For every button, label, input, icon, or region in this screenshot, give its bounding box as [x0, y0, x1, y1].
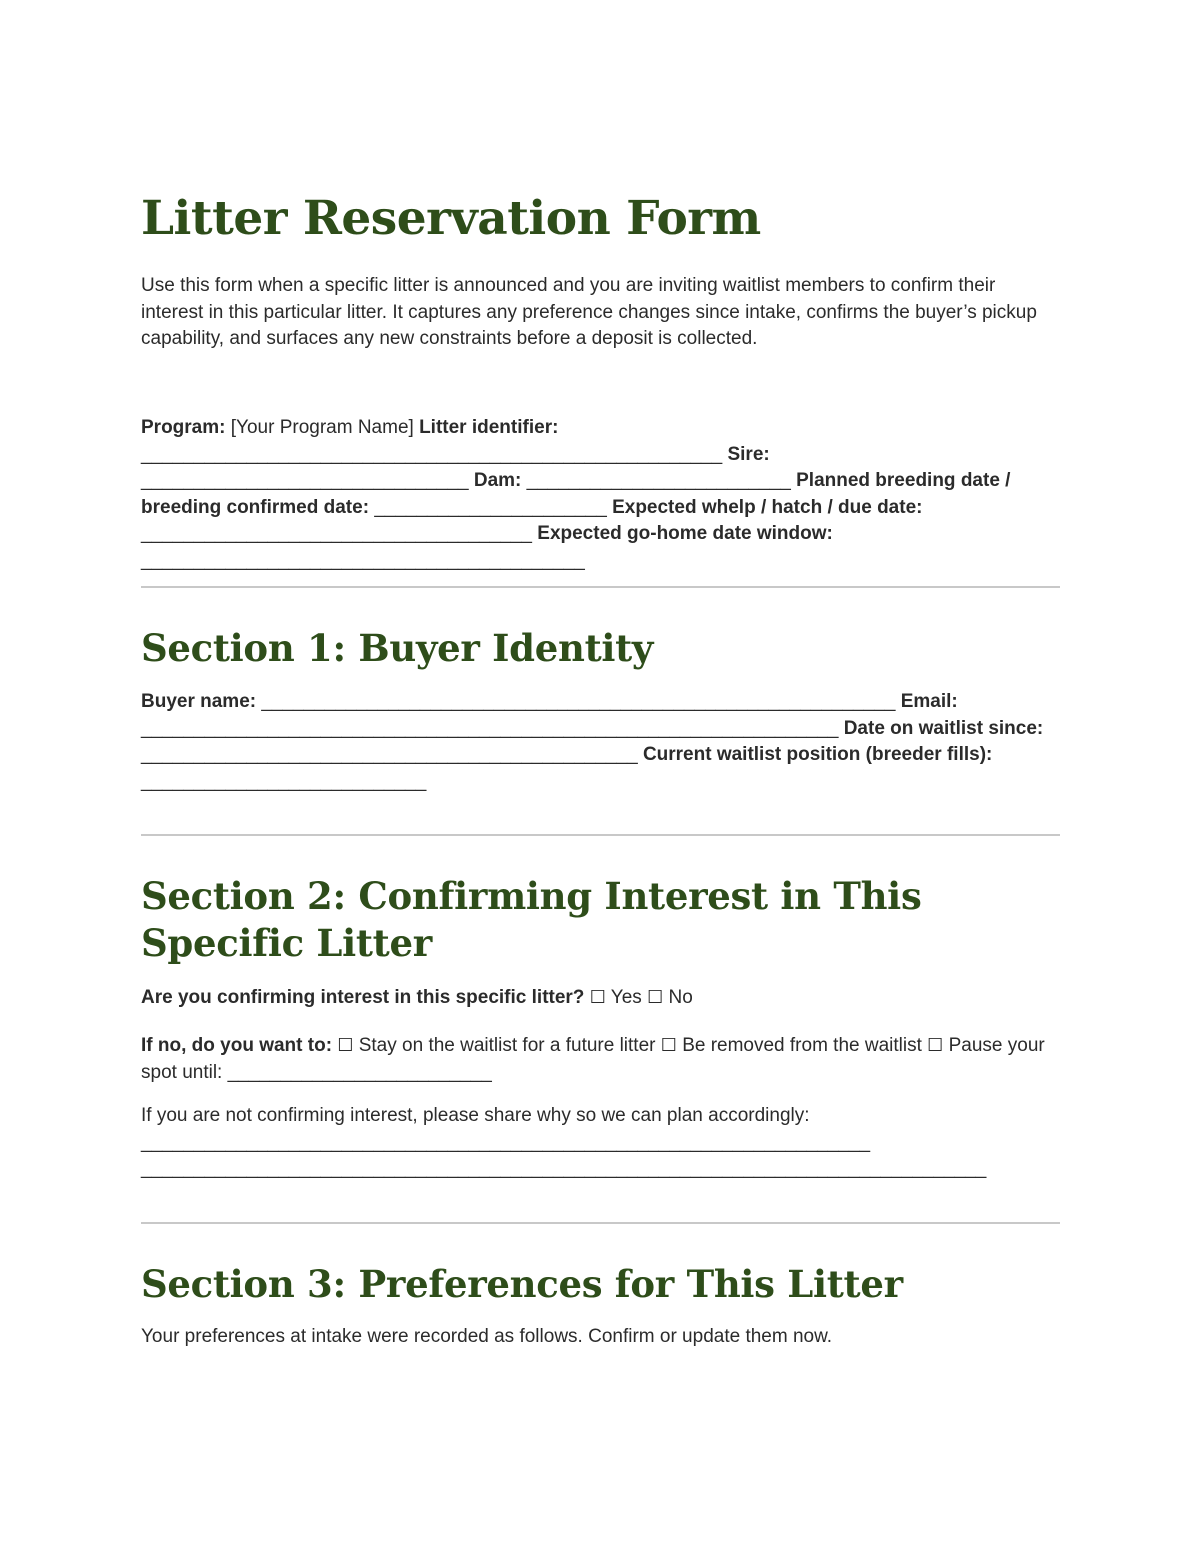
section-divider: [141, 834, 1060, 836]
program-label: Program:: [141, 417, 226, 438]
sire-field[interactable]: _______________________________: [141, 470, 469, 491]
remove-option-label: Be removed from the waitlist: [682, 1035, 922, 1056]
pause-option-label: Pause your spot until:: [141, 1035, 1045, 1083]
preferences-intro: Your preferences at intake were recorded as follows. Confirm or update them now.: [141, 1326, 833, 1347]
section-divider: [141, 1222, 1060, 1224]
buyer-identity-fields: [141, 689, 1056, 795]
no-label: No: [668, 987, 693, 1008]
waitlist-since-label: Date on waitlist since:: [843, 717, 1044, 739]
stay-checkbox[interactable]: ☐: [337, 1035, 354, 1056]
reason-prompt: If you are not confirming interest, please share why so we can plan accordingly:: [141, 1105, 810, 1126]
breeding-date-field[interactable]: ______________________: [374, 496, 607, 518]
buyer-name-field[interactable]: ____________________________________________________________: [261, 691, 896, 712]
waitlist-position-label: Current waitlist position (breeder fills):: [642, 744, 993, 765]
go-home-window-field[interactable]: __________________________________________: [141, 549, 585, 571]
dam-label: Dam:: [473, 470, 522, 491]
if-no-options: [141, 1033, 1056, 1086]
breeding-date-label: Planned breeding date / breeding confirmed date:: [141, 470, 1011, 518]
confirm-interest-row: [141, 985, 1056, 1012]
litter-identifier-field[interactable]: _______________________________________________________: [141, 443, 723, 465]
pause-until-field[interactable]: _________________________: [227, 1061, 492, 1083]
reason-field-line-1[interactable]: _____________________________________________________________________: [141, 1131, 871, 1153]
waitlist-since-field[interactable]: _______________________________________________: [141, 744, 638, 765]
section-1-heading: Section 1: Buyer Identity: [141, 626, 654, 670]
buyer-name-label: Buyer name:: [141, 691, 257, 712]
yes-checkbox[interactable]: ☐: [589, 987, 606, 1008]
program-value[interactable]: [Your Program Name]: [230, 417, 414, 438]
reason-block: [141, 1103, 1056, 1183]
yes-label: Yes: [610, 987, 642, 1008]
stay-option-label: Stay on the waitlist for a future litter: [358, 1035, 656, 1056]
section-3-heading: Section 3: Preferences for This Litter: [141, 1262, 903, 1306]
litter-identifier-label: Litter identifier:: [419, 417, 559, 438]
pause-checkbox[interactable]: ☐: [927, 1035, 944, 1056]
if-no-label: If no, do you want to:: [141, 1035, 333, 1056]
sire-label: Sire:: [727, 443, 770, 465]
waitlist-position-field[interactable]: ___________________________: [141, 770, 427, 792]
litter-details: [141, 415, 1061, 574]
whelp-date-field[interactable]: _____________________________________: [141, 523, 532, 544]
no-checkbox[interactable]: ☐: [647, 987, 664, 1008]
confirm-interest-question: Are you confirming interest in this specific litter?: [141, 987, 585, 1008]
section-2-heading: Section 2: Confirming Interest in This Specific Litter: [141, 874, 922, 965]
go-home-window-label: Expected go-home date window:: [537, 523, 833, 544]
whelp-date-label: Expected whelp / hatch / due date:: [612, 496, 923, 518]
email-label: Email:: [900, 691, 958, 712]
remove-checkbox[interactable]: ☐: [660, 1035, 677, 1056]
section-divider: [141, 586, 1060, 588]
page-title: Litter Reservation Form: [141, 191, 761, 246]
reason-field-line-2[interactable]: ________________________________________________________________________________: [141, 1158, 987, 1179]
intro-paragraph: Use this form when a specific litter is announced and you are inviting waitlist members to confirm their interest in this particular litter. It captures any preference changes since intake, confirms the buyer’s pickup capability, and surfaces any new constraints before a deposit is collected.: [141, 275, 1037, 349]
email-field[interactable]: __________________________________________________________________: [141, 717, 839, 739]
dam-field[interactable]: _________________________: [526, 470, 791, 491]
